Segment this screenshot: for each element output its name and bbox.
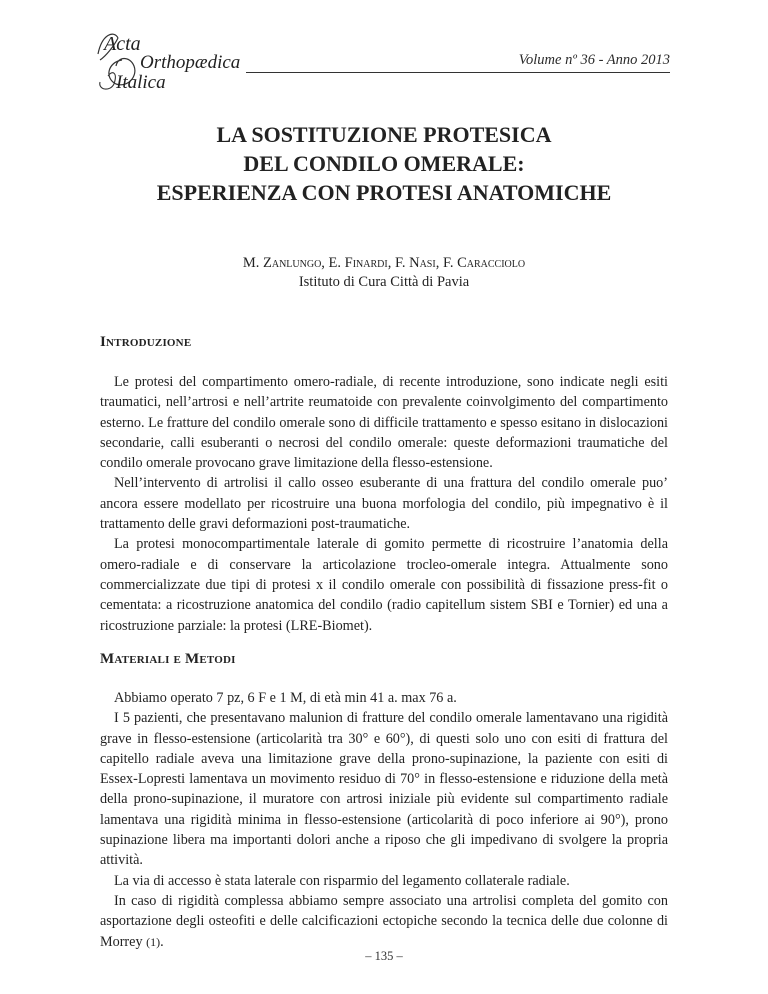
materiali-body bbox=[100, 688, 668, 952]
paragraph: Le protesi del compartimento omero-radiale, di recente introduzione, sono indicate negli esiti traumatici, nell’artrosi e nell’artrite reumatoide con prevalente coinvolgimento del compartimento esterno. Le fratture del condilo omerale sono di difficile trattamento e spesso esitano in dislocazioni secondarie, calli esuberanti o necrosi del condilo omerale: queste deformazioni traumatiche del condilo omerale provocano grave limitazione della flesso-estensione. bbox=[100, 374, 668, 472]
paragraph: Nell’intervento di artrolisi il callo osseo esuberante di una frattura del condilo omerale puo’ ancora essere modellato per ricostruire una buona morfologia del condilo, più impegnativo è il trattamento delle gravi deformazioni post-traumatiche. bbox=[100, 475, 668, 533]
affiliation: Istituto di Cura Città di Pavia bbox=[298, 274, 470, 290]
title-line: DEL CONDILO OMERALE: bbox=[243, 151, 525, 176]
journal-logo bbox=[88, 26, 248, 92]
section-heading-materiali-metodi: Materiali e Metodi bbox=[100, 651, 236, 667]
title-line: ESPERIENZA CON PROTESI ANATOMICHE bbox=[156, 180, 612, 205]
paragraph: I 5 pazienti, che presentavano malunion di fratture del condilo omerale lamentavano una rigidità grave in flesso-estensione (articolarità tra 30° e 60°), di questi solo uno con esiti di frattura del capitello radiale aveva una limitazione grave della prono-supinazione, la paziente con esiti di Essex-Lopresti lamentava un movimento residuo di 70° in flesso-estensione e riduzione della metà della prono-supinazione, il muratore con artrosi iniziale più evidente sul compartimento radiale lamentava una rigidità minima in flesso-estensione (articolarità di poco inferiore ai 90°), prono supinazione libera ma importanti dolori anche a riposo che gli impedivano di svolgere la propria attività. bbox=[100, 710, 668, 869]
paragraph: La via di accesso è stata laterale con risparmio del legamento collaterale radiale. bbox=[114, 872, 570, 889]
logo-line-orthopaedica: Orthopædica bbox=[140, 52, 241, 73]
volume-info: Volume nº 36 - Anno 2013 bbox=[518, 52, 670, 68]
title-line: LA SOSTITUZIONE PROTESICA bbox=[216, 122, 552, 147]
paragraph-end: . bbox=[160, 933, 164, 950]
header-rule bbox=[246, 72, 670, 73]
paragraph: La protesi monocompartimentale laterale di gomito permette di ricostruire l’anatomia della omero-radiale e di conservare la articolazione trocleo-omerale integra. Attualmente sono commercializzate due tipi di protesi x il condilo omerale con possibilità di fissazione press-fit o cementata: a ricostruzione anatomica del condilo (radio capitellum sistem SBI e Tornier) ed una a ricostruzione parziale: la protesi (LRE-Biomet). bbox=[100, 536, 668, 634]
reference-marker: (1) bbox=[146, 934, 161, 949]
paragraph bbox=[100, 891, 668, 952]
page-number: – 135 – bbox=[365, 949, 403, 963]
section-heading-introduzione: Introduzione bbox=[100, 334, 192, 350]
authors: M. Zanlungo, E. Finardi, F. Nasi, F. Caracciolo bbox=[242, 255, 526, 271]
article-title bbox=[100, 120, 668, 207]
author-block bbox=[100, 254, 668, 292]
paragraph: Abbiamo operato 7 pz, 6 F e 1 M, di età min 41 a. max 76 a. bbox=[114, 690, 457, 706]
logo-line-italica: Italica bbox=[116, 72, 166, 92]
logo-line-acta: Acta bbox=[104, 33, 141, 55]
introduzione-body bbox=[100, 372, 668, 636]
paragraph-text: In caso di rigidità complessa abbiamo sempre associato una artrolisi completa del gomito con asportazione degli osteofiti e delle calcificazioni ectopiche secondo la tecnica delle due colonne di Morrey bbox=[100, 892, 668, 950]
